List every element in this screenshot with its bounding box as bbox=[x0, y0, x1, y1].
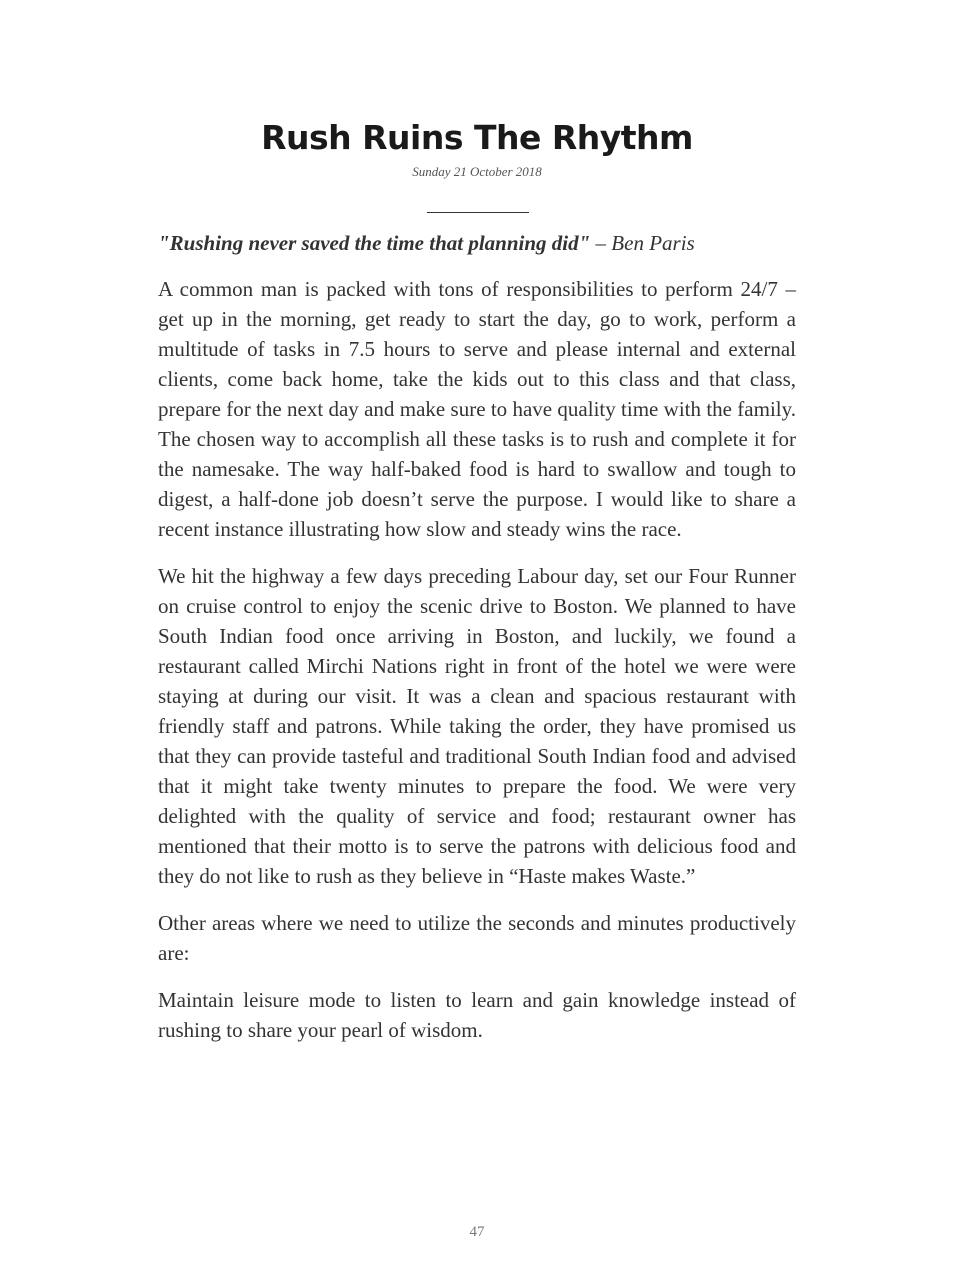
paragraph: Other areas where we need to utilize the seconds and minutes productively are: bbox=[158, 911, 796, 965]
article-date: Sunday 21 October 2018 bbox=[412, 164, 542, 179]
paragraph: Maintain leisure mode to listen to learn and gain knowledge instead of rushing to share your pearl of wisdom. bbox=[158, 988, 796, 1042]
paragraph: A common man is packed with tons of responsibilities to perform 24/7 – get up in the morning, get ready to start the day, go to work, perform a multitude of tasks in 7.5 hours to serve and please internal and external clients, come back home, take the kids out to this class and that class, prepare for the next day and make sure to have quality time with the family. The chosen way to accomplish all these tasks is to rush and complete it for the namesake. The way half-baked food is hard to swallow and tough to digest, a half-done job doesn’t serve the purpose. I would like to share a recent instance illustrating how slow and steady wins the race. bbox=[158, 277, 796, 541]
page-number: 47 bbox=[469, 1224, 485, 1240]
quote-attribution: – Ben Paris bbox=[590, 231, 695, 255]
article-title: Rush Ruins The Rhythm bbox=[261, 118, 693, 157]
article-body bbox=[158, 228, 796, 1062]
epigraph-quote bbox=[158, 228, 796, 258]
quote-text: "Rushing never saved the time that planning did" bbox=[158, 231, 591, 255]
title-divider bbox=[427, 212, 529, 213]
paragraph: We hit the highway a few days preceding Labour day, set our Four Runner on cruise control to enjoy the scenic drive to Boston. We planned to have South Indian food once arriving in Boston, and luckily, we found a restaurant called Mirchi Nations right in front of the hotel we were were staying at during our visit. It was a clean and spacious restaurant with friendly staff and patrons. While taking the order, they have promised us that they can provide tasteful and traditional South Indian food and advised that it might take twenty minutes to prepare the food. We were very delighted with the quality of service and food; restaurant owner has mentioned that their motto is to serve the patrons with delicious food and they do not like to rush as they believe in “Haste makes Waste.” bbox=[158, 564, 796, 888]
